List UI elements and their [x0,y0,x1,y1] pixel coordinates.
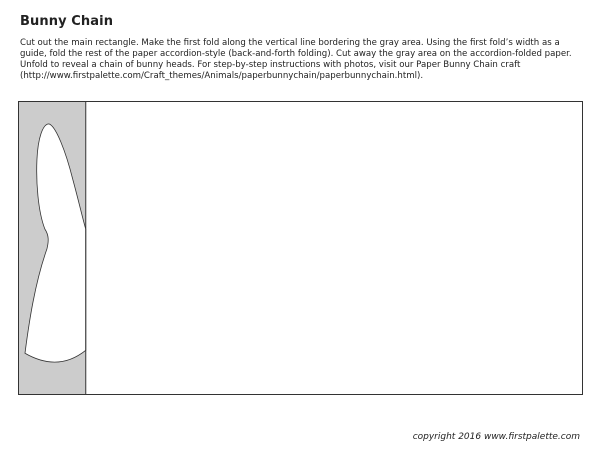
bunny-template-drawing [19,102,582,394]
copyright-text: copyright 2016 www.firstpalette.com [412,432,580,442]
cutout-rectangle [18,101,583,395]
page-title: Bunny Chain [20,14,114,29]
instructions-line: guide, fold the rest of the paper accordion-style (back-and-forth folding). Cut away the gray area on the accordion-folded paper. [20,49,572,59]
instructions-line: (http://www.firstpalette.com/Craft_themes/Animals/paperbunnychain/paperbunnychain.html). [20,71,424,81]
instructions-text [20,38,590,82]
instructions-line: Cut out the main rectangle. Make the first fold along the vertical line bordering the gray area. Using the first fold’s width as a [20,38,560,48]
instructions-line: Unfold to reveal a chain of bunny heads. For step-by-step instructions with photos, visit our Paper Bunny Chain craft [20,60,521,70]
